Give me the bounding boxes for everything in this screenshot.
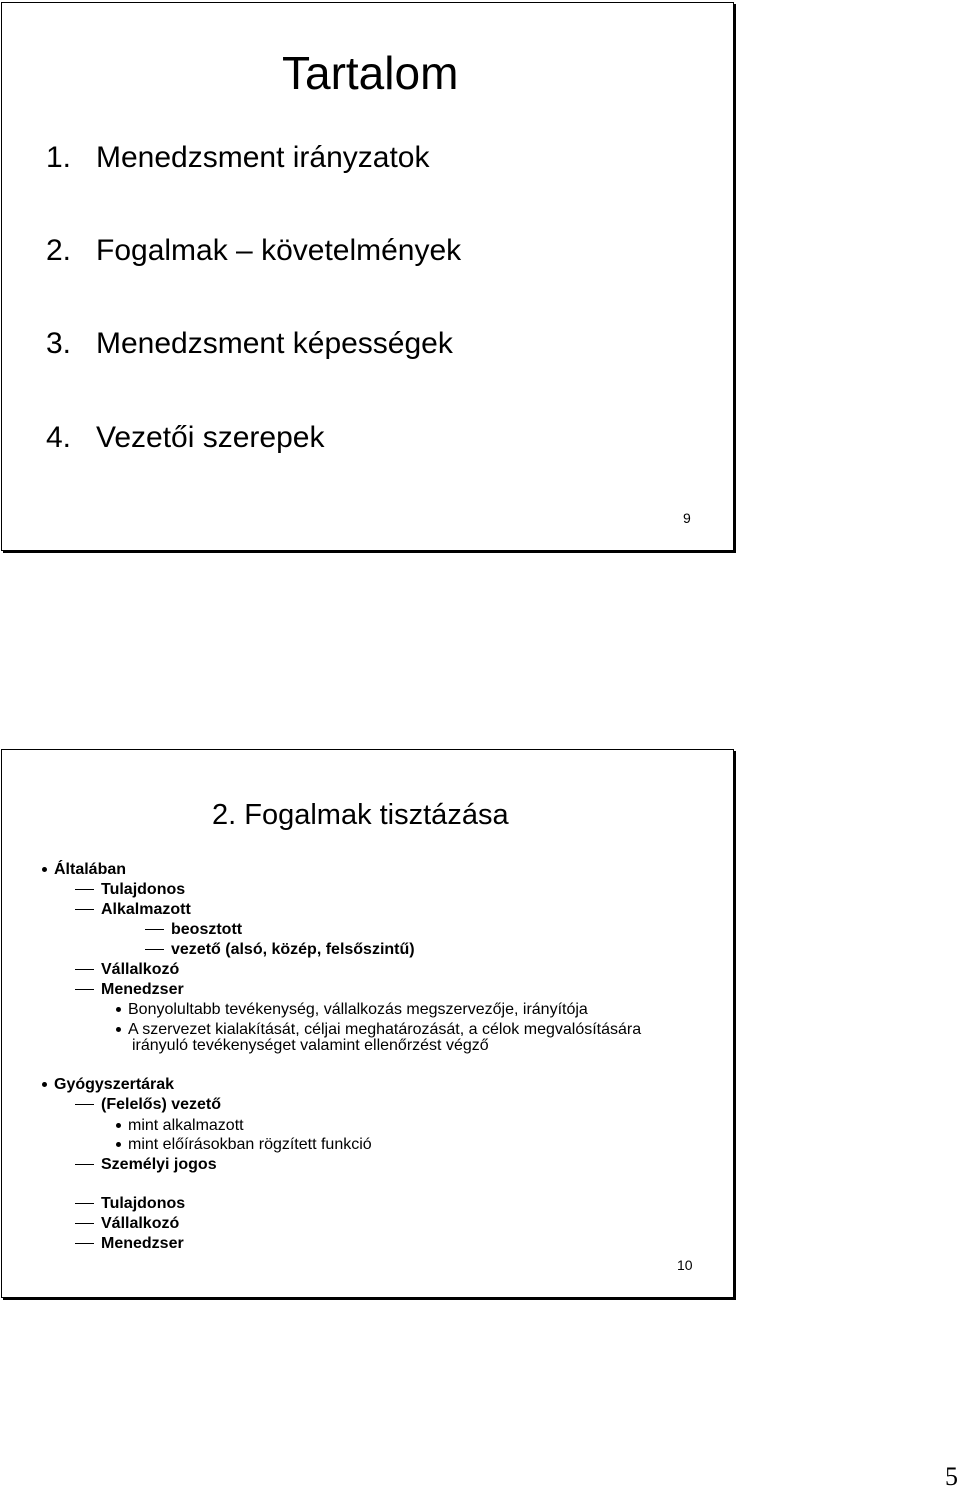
dash-icon: [75, 1104, 94, 1105]
list-item: Menedzser: [75, 1234, 184, 1253]
toc-item: [46, 327, 453, 361]
toc-number: 4.: [46, 421, 72, 454]
list-item: Személyi jogos: [75, 1155, 217, 1174]
bullet-icon: [42, 867, 47, 872]
document-page-number: 5: [945, 1462, 958, 1491]
list-item: A szervezet kialakítását, céljai meghatározását, a célok megvalósítására: [116, 1020, 641, 1039]
toc-text: Menedzsment képességek: [96, 327, 453, 360]
dash-icon: [75, 1243, 94, 1244]
toc-text: Fogalmak – követelmények: [96, 234, 462, 267]
list-item: vezető (alsó, közép, felsőszintű): [145, 940, 415, 959]
list-item: Bonyolultabb tevékenység, vállalkozás megszervezője, irányítója: [116, 1000, 588, 1019]
slide-10: [1, 749, 734, 1298]
bullet-icon: [116, 1027, 121, 1032]
dash-icon: [75, 1203, 94, 1204]
dash-icon: [75, 1164, 94, 1165]
dash-icon: [75, 889, 94, 890]
list-item: Menedzser: [75, 980, 184, 999]
list-item-continuation: irányuló tevékenységet valamint ellenőrzést végző: [132, 1037, 489, 1054]
dash-icon: [75, 1223, 94, 1224]
bullet-icon: [116, 1123, 121, 1128]
toc-item: [46, 141, 430, 175]
slide-9: [1, 2, 734, 551]
toc-text: Menedzsment irányzatok: [96, 141, 430, 174]
list-item: mint előírásokban rögzített funkció: [116, 1135, 372, 1154]
bullet-icon: [116, 1142, 121, 1147]
dash-icon: [145, 929, 164, 930]
toc-number: 2.: [46, 234, 72, 267]
list-item: Tulajdonos: [75, 1194, 185, 1213]
bullet-icon: [116, 1007, 121, 1012]
list-item: mint alkalmazott: [116, 1116, 244, 1135]
toc-number: 3.: [46, 327, 72, 360]
dash-icon: [145, 949, 164, 950]
slide-title: 2. Fogalmak tisztázása: [212, 799, 509, 831]
slide-page-number: 10: [677, 1257, 693, 1273]
list-item: beosztott: [145, 920, 242, 939]
list-item: Alkalmazott: [75, 900, 191, 919]
list-item: Vállalkozó: [75, 1214, 179, 1233]
pharmacy-heading: Gyógyszertárak: [42, 1075, 174, 1094]
dash-icon: [75, 989, 94, 990]
dash-icon: [75, 909, 94, 910]
dash-icon: [75, 969, 94, 970]
general-heading: Általában: [42, 860, 126, 879]
toc-number: 1.: [46, 141, 72, 174]
slide-page-number: 9: [683, 510, 691, 526]
toc-item: [46, 234, 461, 268]
list-item: Tulajdonos: [75, 880, 185, 899]
slide-title: Tartalom: [282, 47, 459, 99]
toc-text: Vezetői szerepek: [96, 421, 325, 454]
toc-item: [46, 421, 324, 455]
bullet-icon: [42, 1082, 47, 1087]
list-item: (Felelős) vezető: [75, 1095, 221, 1114]
list-item: Vállalkozó: [75, 960, 179, 979]
